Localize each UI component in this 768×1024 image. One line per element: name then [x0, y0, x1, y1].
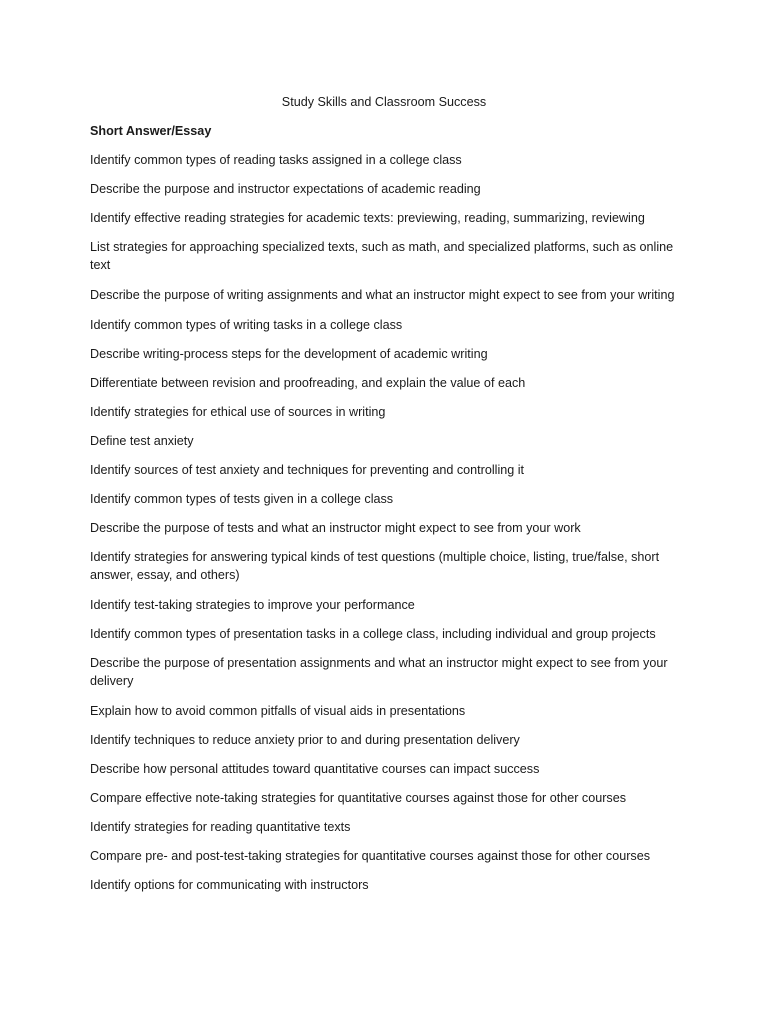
list-item: Differentiate between revision and proofreading, and explain the value of each [90, 376, 526, 390]
list-item: Identify options for communicating with instructors [90, 878, 369, 892]
list-item: Identify strategies for reading quantitative texts [90, 820, 351, 834]
objectives-list [90, 151, 690, 905]
list-item: Identify test-taking strategies to improve your performance [90, 598, 415, 612]
list-item: Describe the purpose of presentation assignments and what an instructor might expect to see from your delivery [90, 656, 668, 688]
list-item: Explain how to avoid common pitfalls of visual aids in presentations [90, 704, 466, 718]
document-title: Study Skills and Classroom Success [281, 95, 487, 109]
list-item: Identify strategies for answering typical kinds of test questions (multiple choice, listing, true/false, short answer, essay, and others) [90, 550, 660, 582]
list-item: Identify common types of tests given in a college class [90, 492, 394, 506]
list-item: Identify effective reading strategies for academic texts: previewing, reading, summarizing, reviewing [90, 211, 645, 225]
list-item: Compare effective note-taking strategies for quantitative courses against those for other courses [90, 791, 626, 805]
list-item: Identify techniques to reduce anxiety prior to and during presentation delivery [90, 733, 520, 747]
list-item: Identify sources of test anxiety and techniques for preventing and controlling it [90, 463, 525, 477]
list-item: Identify strategies for ethical use of sources in writing [90, 405, 386, 419]
list-item: Describe writing-process steps for the development of academic writing [90, 347, 488, 361]
list-item: Identify common types of reading tasks assigned in a college class [90, 153, 462, 167]
list-item: Compare pre- and post-test-taking strategies for quantitative courses against those for other courses [90, 849, 651, 863]
list-item: Identify common types of writing tasks in a college class [90, 318, 403, 332]
list-item: Describe how personal attitudes toward quantitative courses can impact success [90, 762, 540, 776]
list-item: Describe the purpose of tests and what an instructor might expect to see from your work [90, 521, 581, 535]
list-item: Describe the purpose and instructor expectations of academic reading [90, 182, 481, 196]
list-item: Describe the purpose of writing assignments and what an instructor might expect to see from your writing [90, 288, 675, 302]
list-item: Identify common types of presentation tasks in a college class, including individual and group projects [90, 627, 656, 641]
list-item: List strategies for approaching specialized texts, such as math, and specialized platforms, such as online text [90, 240, 674, 272]
section-heading: Short Answer/Essay [90, 124, 212, 138]
list-item: Define test anxiety [90, 434, 194, 448]
